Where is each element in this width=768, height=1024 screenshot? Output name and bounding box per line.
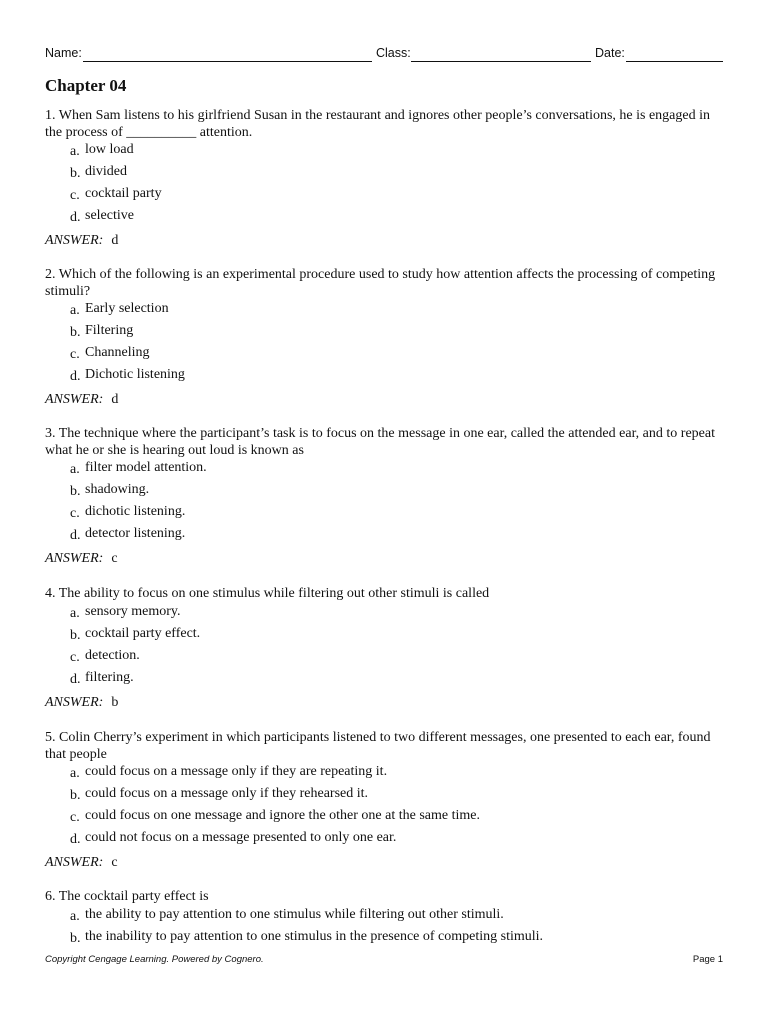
option-text: sensory memory. xyxy=(85,603,181,619)
option-text: cocktail party xyxy=(85,186,162,201)
option-letter: b. xyxy=(70,325,81,340)
option-a[interactable] xyxy=(45,459,717,481)
option-letter: c. xyxy=(70,506,80,521)
option-a[interactable] xyxy=(45,141,717,163)
option-text: the ability to pay attention to one stimulus while filtering out other stimuli. xyxy=(85,906,504,922)
page-number: Page 1 xyxy=(692,954,723,965)
answer-label: ANSWER: xyxy=(45,551,104,566)
question-6 xyxy=(45,889,717,950)
question-text: 1. When Sam listens to his girlfriend Susan in the restaurant and ignores other people’s conversations, he is engaged in the process of __________ attention. xyxy=(45,108,710,140)
answer-value: d xyxy=(111,392,119,407)
name-label: Name: xyxy=(45,46,82,60)
option-b[interactable] xyxy=(45,322,717,344)
option-text: could not focus on a message presented to only one ear. xyxy=(85,830,397,845)
option-text: could focus on a message only if they are repeating it. xyxy=(85,764,388,779)
option-letter: a. xyxy=(70,303,80,318)
option-c[interactable] xyxy=(45,647,717,669)
date-label: Date: xyxy=(595,46,625,60)
question-text: 5. Colin Cherry’s experiment in which participants listened to two different messages, one presented to each ear, found that people xyxy=(45,730,711,762)
option-letter: b. xyxy=(70,484,81,499)
option-text: shadowing. xyxy=(85,482,150,497)
answer-line xyxy=(45,548,717,570)
option-b[interactable] xyxy=(45,481,717,503)
option-d[interactable] xyxy=(45,207,717,229)
option-letter: a. xyxy=(70,908,80,924)
answer-line xyxy=(45,692,717,714)
option-letter: d. xyxy=(70,671,81,687)
option-letter: a. xyxy=(70,766,80,781)
option-b[interactable] xyxy=(45,928,717,950)
option-letter: b. xyxy=(70,166,81,181)
option-a[interactable] xyxy=(45,300,717,322)
question-5 xyxy=(45,730,717,874)
option-letter: d. xyxy=(70,369,81,384)
question-text: 4. The ability to focus on one stimulus while filtering out other stimuli is called xyxy=(45,586,490,601)
option-b[interactable] xyxy=(45,625,717,647)
option-text: Early selection xyxy=(85,301,169,316)
option-text: could focus on a message only if they rehearsed it. xyxy=(85,786,369,801)
option-letter: a. xyxy=(70,462,80,477)
answer-value: c xyxy=(111,855,118,870)
option-b[interactable] xyxy=(45,163,717,185)
option-letter: c. xyxy=(70,810,80,825)
answer-line xyxy=(45,852,717,874)
question-4 xyxy=(45,586,717,714)
option-text: Dichotic listening xyxy=(85,367,185,382)
option-letter: d. xyxy=(70,210,81,225)
answer-label: ANSWER: xyxy=(45,855,104,870)
answer-value: c xyxy=(111,551,118,566)
question-text: 6. The cocktail party effect is xyxy=(45,889,209,904)
option-text: filtering. xyxy=(85,669,134,685)
date-field[interactable] xyxy=(626,61,723,62)
option-text: Channeling xyxy=(85,345,150,360)
option-d[interactable] xyxy=(45,669,717,691)
answer-line xyxy=(45,230,717,252)
option-letter: a. xyxy=(70,605,80,621)
option-letter: c. xyxy=(70,347,80,362)
question-2 xyxy=(45,267,717,411)
option-text: could focus on one message and ignore the other one at the same time. xyxy=(85,808,480,823)
answer-label: ANSWER: xyxy=(45,694,104,710)
class-label: Class: xyxy=(376,46,411,60)
answer-label: ANSWER: xyxy=(45,233,104,248)
option-text: filter model attention. xyxy=(85,460,207,475)
footer xyxy=(45,954,723,965)
option-letter: d. xyxy=(70,528,81,543)
class-field[interactable] xyxy=(411,61,591,62)
option-text: detector listening. xyxy=(85,526,186,541)
option-d[interactable] xyxy=(45,525,717,547)
option-c[interactable] xyxy=(45,503,717,525)
question-3 xyxy=(45,426,717,570)
option-a[interactable] xyxy=(45,763,717,785)
option-letter: c. xyxy=(70,649,80,665)
option-letter: b. xyxy=(70,930,81,946)
option-text: divided xyxy=(85,164,127,179)
option-text: selective xyxy=(85,208,134,223)
chapter-title: Chapter 04 xyxy=(45,76,127,95)
option-letter: d. xyxy=(70,832,81,847)
option-text: the inability to pay attention to one stimulus in the presence of competing stimuli. xyxy=(85,928,544,944)
answer-line xyxy=(45,389,717,411)
option-text: detection. xyxy=(85,647,140,663)
question-1 xyxy=(45,108,717,252)
answer-value: d xyxy=(111,233,119,248)
option-text: Filtering xyxy=(85,323,134,338)
option-d[interactable] xyxy=(45,366,717,388)
answer-value: b xyxy=(111,694,119,710)
option-text: low load xyxy=(85,142,134,157)
copyright-text: Copyright Cengage Learning. Powered by Cognero. xyxy=(45,954,264,965)
option-c[interactable] xyxy=(45,185,717,207)
option-text: cocktail party effect. xyxy=(85,625,201,641)
answer-label: ANSWER: xyxy=(45,392,104,407)
option-text: dichotic listening. xyxy=(85,504,186,519)
question-text: 2. Which of the following is an experimental procedure used to study how attention affects the processing of competing stimuli? xyxy=(45,267,716,299)
option-c[interactable] xyxy=(45,344,717,366)
question-text: 3. The technique where the participant’s task is to focus on the message in one ear, called the attended ear, and to repeat what he or she is hearing out loud is known as xyxy=(45,426,715,458)
name-field[interactable] xyxy=(83,61,372,62)
option-a[interactable] xyxy=(45,603,717,625)
option-letter: c. xyxy=(70,188,80,203)
option-b[interactable] xyxy=(45,785,717,807)
option-letter: b. xyxy=(70,788,81,803)
header xyxy=(45,46,725,64)
option-c[interactable] xyxy=(45,807,717,829)
option-a[interactable] xyxy=(45,906,717,928)
option-d[interactable] xyxy=(45,829,717,851)
option-letter: a. xyxy=(70,144,80,159)
option-letter: b. xyxy=(70,627,81,643)
